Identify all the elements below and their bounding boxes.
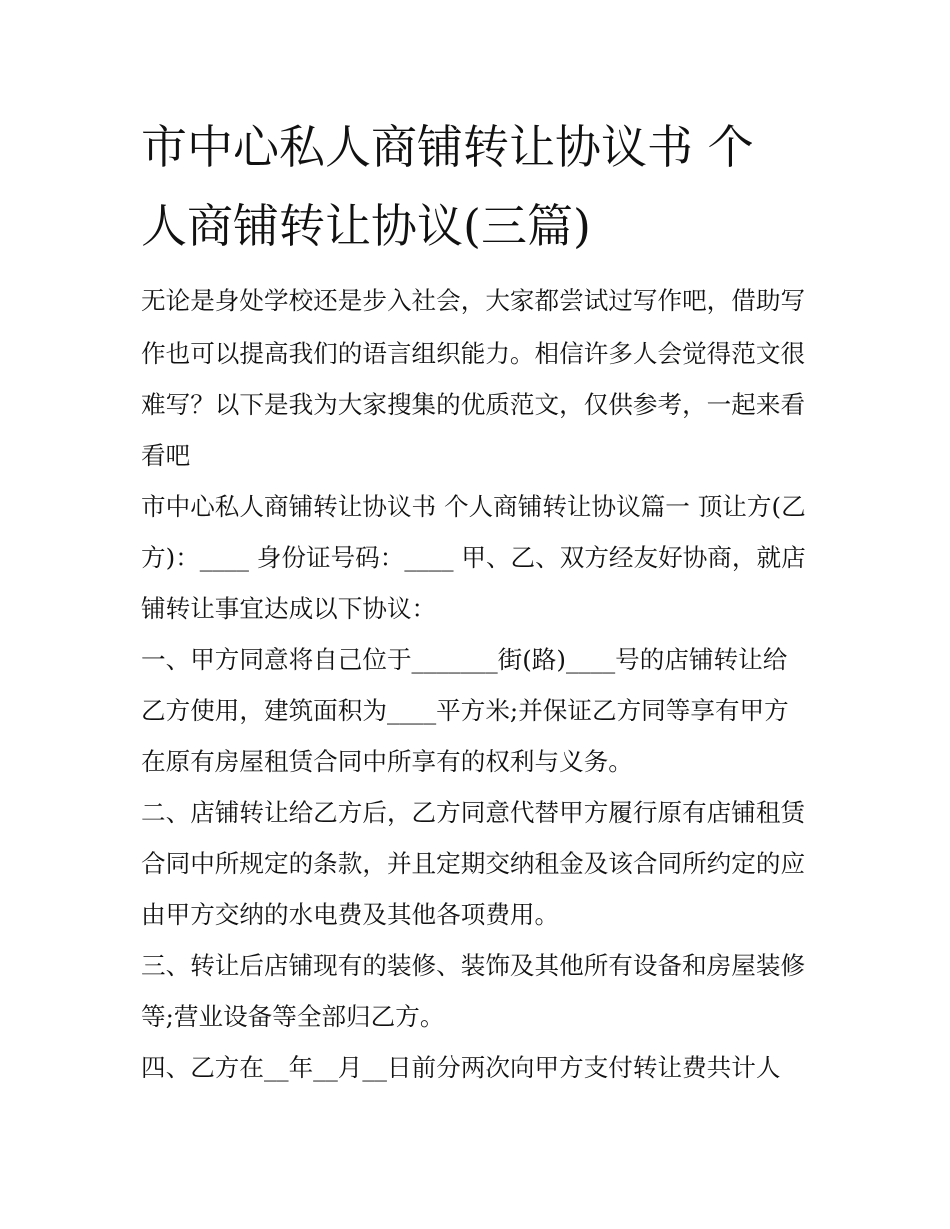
body-line: 作也可以提高我们的语言组织能力。相信许多人会觉得范文很 — [141, 339, 806, 368]
body-line: 铺转让事宜达成以下协议： — [141, 594, 437, 623]
document-title-line-1: 市中心私人商铺转让协议书 个 — [141, 120, 754, 174]
body-line: 在原有房屋租赁合同中所享有的权利与义务。 — [141, 747, 633, 776]
body-line: 二、店铺转让给乙方后，乙方同意代替甲方履行原有店铺租赁 — [141, 798, 806, 827]
body-line: 无论是身处学校还是步入社会，大家都尝试过写作吧，借助写 — [141, 286, 806, 315]
body-line: 等;营业设备等全部归乙方。 — [141, 1002, 445, 1031]
body-line: 难写？以下是我为大家搜集的优质范文，仅供参考，一起来看 — [141, 390, 806, 419]
body-line: 四、乙方在__年__月__日前分两次向甲方支付转让费共计人 — [141, 1053, 781, 1082]
body-line: 方)：____ 身份证号码：____ 甲、乙、双方经友好协商，就店 — [141, 543, 806, 572]
body-line: 合同中所规定的条款，并且定期交纳租金及该合同所约定的应 — [141, 849, 806, 878]
body-line: 一、甲方同意将自己位于_______街(路)____号的店铺转让给 — [141, 645, 788, 674]
body-line: 看吧 — [141, 441, 191, 470]
body-line: 由甲方交纳的水电费及其他各项费用。 — [141, 900, 560, 929]
body-line: 市中心私人商铺转让协议书 个人商铺转让协议篇一 顶让方(乙 — [141, 492, 806, 521]
body-line: 乙方使用，建筑面积为____平方米;并保证乙方同等享有甲方 — [141, 696, 789, 725]
body-line: 三、转让后店铺现有的装修、装饰及其他所有设备和房屋装修 — [141, 951, 806, 980]
document-title-line-2: 人商铺转让协议(三篇) — [141, 199, 591, 253]
